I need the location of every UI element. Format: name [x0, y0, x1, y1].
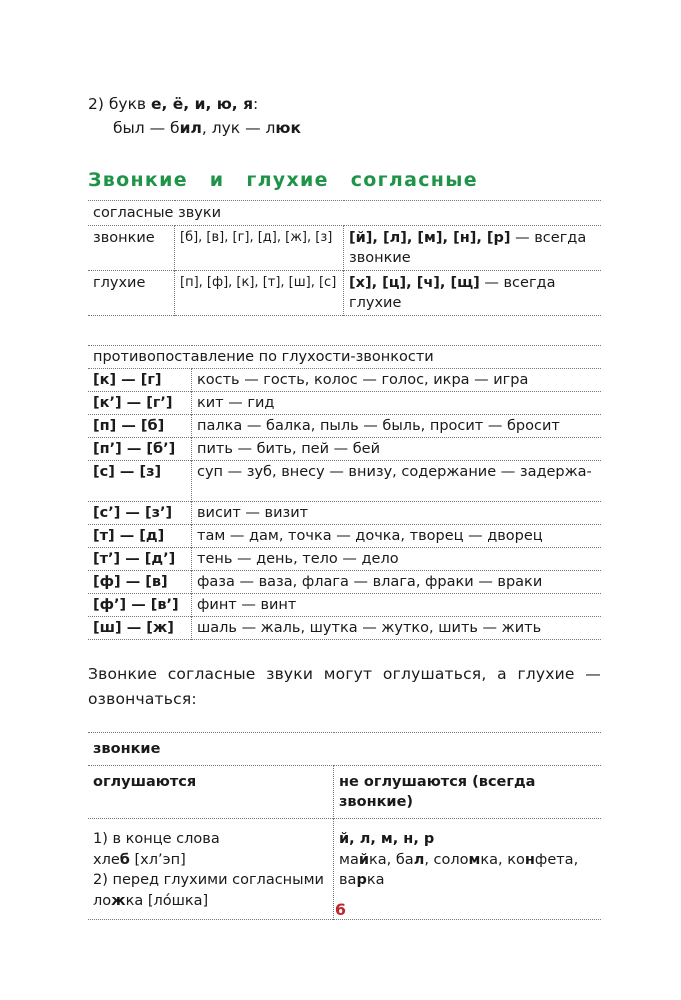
section-title: Звонкие и глухие согласные — [88, 169, 478, 191]
sound-pair: [ш] — [ж] — [88, 617, 192, 640]
intro-colon: : — [253, 95, 259, 113]
table-header-row — [88, 766, 601, 819]
intro-example — [88, 116, 601, 140]
example-words-1 — [339, 850, 596, 871]
sound-pair: [т’] — [д’] — [88, 548, 192, 571]
opposition-header: противопоставление по глухости-звонкости — [88, 346, 601, 369]
sound-pair: [к] — [г] — [88, 369, 192, 392]
ex-part: ка [ло́шка] — [125, 892, 209, 909]
table-row — [88, 226, 601, 271]
sound-pair: [ф] — [в] — [88, 571, 192, 594]
table-row — [88, 461, 601, 502]
table-header-row — [88, 733, 601, 766]
ex-part-bold: н — [524, 851, 535, 868]
voiced-table — [88, 732, 601, 920]
table-row — [88, 594, 601, 617]
pair-examples: фаза — ваза, флага — влага, фраки — враки — [197, 574, 543, 590]
voiced-header: звонкие — [88, 733, 601, 766]
rule-2: 2) перед глухими согласными — [93, 872, 324, 888]
pair-examples: суп — зуб, внесу — внизу, содержание — задержа- — [197, 464, 592, 480]
ex-part-bold: юк — [275, 119, 301, 137]
table-row — [88, 438, 601, 461]
always-voiced-letters: й, л, м, н, р — [339, 831, 435, 847]
pair-examples: там — дам, точка — дочка, творец — дворец — [197, 528, 543, 544]
row-label: звонкие — [88, 226, 175, 271]
sound-pair: [п] — [б] — [88, 415, 192, 438]
table-row — [88, 525, 601, 548]
table-row — [88, 502, 601, 525]
intro-letters: е, ё, и, ю, я — [151, 95, 254, 113]
table-row — [88, 369, 601, 392]
pair-examples: палка — балка, пыль — быль, просит — бросит — [197, 418, 560, 434]
pair-examples: шаль — жаль, шутка — жутко, шить — жить — [197, 620, 542, 636]
consonants-table — [88, 200, 601, 316]
example-1 — [93, 850, 328, 871]
rule-1: 1) в конце слова — [93, 831, 220, 847]
pair-examples: кит — гид — [197, 395, 275, 411]
ex-part-bold: р — [356, 872, 367, 888]
sound-pair: [с] — [з] — [88, 461, 192, 502]
ex-part-bold: ж — [111, 892, 126, 909]
consonants-header: согласные звуки — [88, 201, 601, 226]
col1-header: оглушаются — [88, 766, 334, 819]
table-row — [88, 271, 601, 316]
unpaired-text: — всегда глухие — [349, 275, 556, 311]
pair-examples: тень — день, тело — дело — [197, 551, 399, 567]
col2-header: не оглушаются (всегда звонкие) — [339, 774, 536, 810]
ex-part-bold: ил — [179, 119, 202, 137]
ex-part: фета, — [534, 851, 579, 868]
ex-part: хле — [93, 851, 120, 868]
table-header-row — [88, 346, 601, 369]
pair-examples: висит — визит — [197, 505, 309, 521]
sound-pair: [ф’] — [в’] — [88, 594, 192, 617]
example-words-2 — [339, 870, 596, 891]
table-row — [88, 392, 601, 415]
page-content — [88, 92, 601, 920]
unpaired-bold: [й], [л], [м], [н], [р] — [349, 230, 511, 246]
sound-pair: [п’] — [б’] — [88, 438, 192, 461]
sound-pair: [с’] — [з’] — [88, 502, 192, 525]
ex-part: , соло — [424, 851, 469, 868]
ex-part: ло — [93, 892, 112, 909]
pair-examples: финт — винт — [197, 597, 297, 613]
table-row — [88, 548, 601, 571]
ex-part: [хл’эп] — [129, 851, 186, 868]
table-row — [88, 415, 601, 438]
ex-part: , лук — л — [201, 119, 276, 137]
pair-examples: кость — гость, колос — голос, икра — игра — [197, 372, 529, 388]
unpaired-text: — всегда звонкие — [349, 230, 587, 266]
ex-part-bold: й — [358, 851, 369, 868]
ex-part: был — б — [113, 119, 180, 137]
sound-pair: [т] — [д] — [88, 525, 192, 548]
ex-part: ма — [339, 851, 359, 868]
ex-part: ва — [339, 872, 357, 888]
unpaired-sounds — [344, 271, 602, 316]
table-row — [88, 617, 601, 640]
sound-pair: [к’] — [г’] — [88, 392, 192, 415]
paired-sounds: [б], [в], [г], [д], [ж], [з] — [175, 226, 344, 271]
unpaired-sounds — [344, 226, 602, 271]
ex-part: ка, ко — [480, 851, 525, 868]
paragraph: Звонкие согласные звуки могут оглушаться, а глухие — озвончаться: — [88, 665, 601, 708]
ex-part-bold: м — [468, 851, 481, 868]
opposition-table — [88, 345, 601, 640]
intro-text: 2) букв — [88, 95, 151, 113]
table-row — [88, 571, 601, 594]
ex-part: ка — [366, 872, 385, 888]
ex-part-bold: л — [413, 851, 425, 868]
intro-line-1 — [88, 92, 601, 116]
row-label: глухие — [88, 271, 175, 316]
paired-sounds: [п], [ф], [к], [т], [ш], [с] — [175, 271, 344, 316]
ex-part: ка, ба — [369, 851, 414, 868]
page-number: 6 — [334, 900, 347, 919]
unpaired-bold: [х], [ц], [ч], [щ] — [349, 275, 480, 291]
pair-examples: пить — бить, пей — бей — [197, 441, 381, 457]
table-header-row — [88, 201, 601, 226]
ex-part-bold: б — [119, 851, 130, 868]
